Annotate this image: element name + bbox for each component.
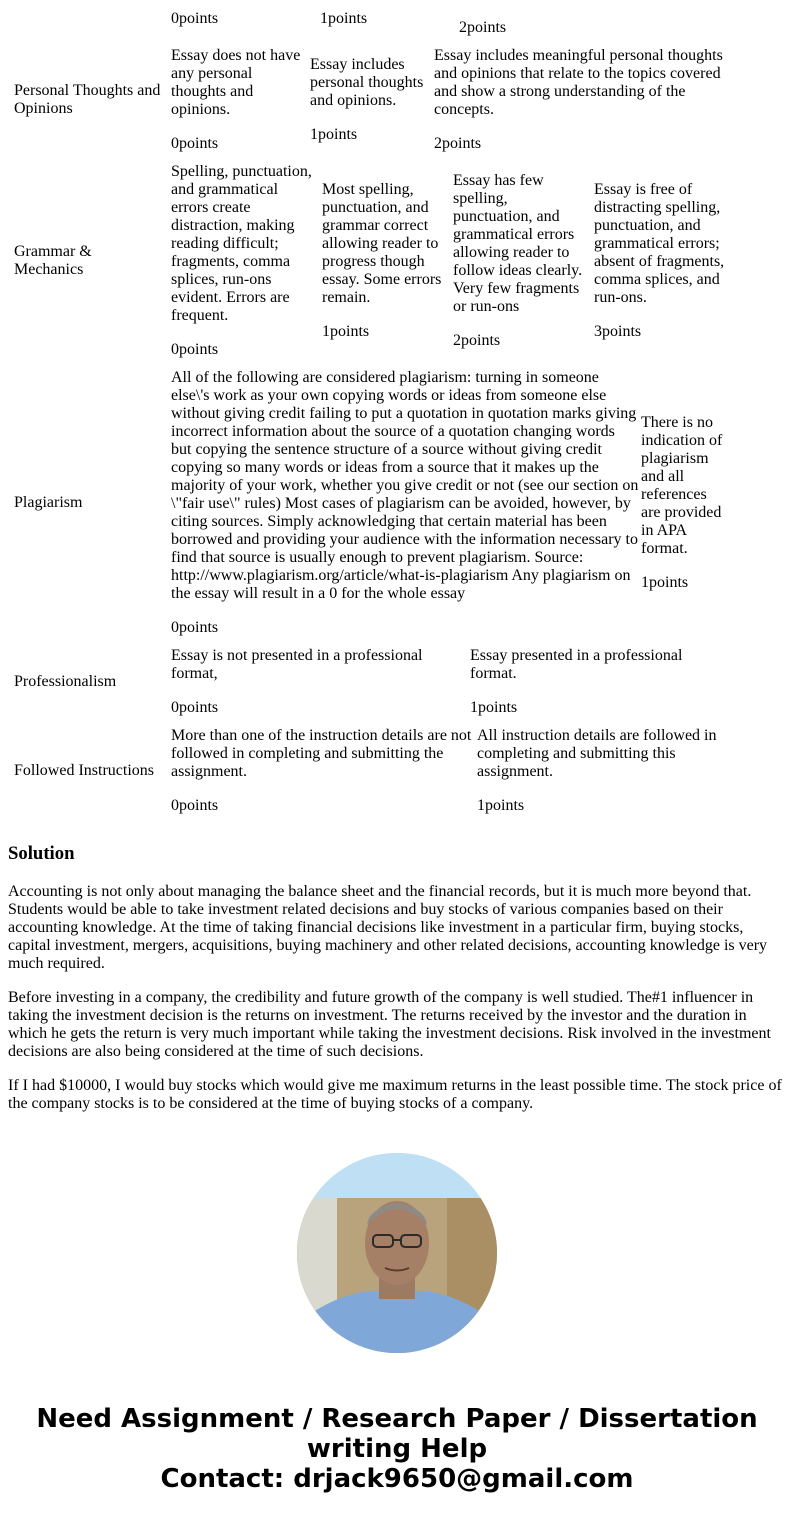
plagiarism-criterion-1-points: 1points xyxy=(641,574,689,591)
row-label-followed-instructions: Followed Instructions xyxy=(14,762,154,779)
grammar-criterion-0-points: 0points xyxy=(171,341,219,358)
professionalism-criterion-1-points: 1points xyxy=(470,699,518,716)
solution-paragraph-3: If I had $10000, I would buy stocks which would give me maximum returns in the least possible time. The stock price of the company stocks is to be considered at the time of buying stocks of a company. xyxy=(8,1077,782,1112)
professionalism-criterion-0-points: 0points xyxy=(171,699,219,716)
instructions-criterion-0-points: 0points xyxy=(171,797,219,814)
solution-heading: Solution xyxy=(8,843,75,864)
plagiarism-criterion-0-points: 0points xyxy=(171,619,219,636)
plagiarism-criterion-1-text: There is no indication of plagiarism and all references are provided in APA format. xyxy=(641,414,723,557)
personal-criterion-0-text: Essay does not have any personal thoughts and opinions. xyxy=(171,47,301,118)
top-row-points-0: 0points xyxy=(171,10,219,27)
author-portrait-icon xyxy=(297,1153,497,1353)
grammar-criterion-1-text: Most spelling, punctuation, and grammar correct allowing reader to progress though essay. Some errors remain. xyxy=(322,181,442,306)
solution-paragraph-2: Before investing in a company, the credibility and future growth of the company is well studied. The#1 influencer in taking the investment decision is the returns on investment. The returns received by the investor and the duration in which he gets the return is very much important while taking the investment decisions. Risk involved in the investment decisions are also being considered at the time of such decisions. xyxy=(8,989,771,1060)
personal-criterion-1-points: 1points xyxy=(310,126,358,143)
top-row-points-2: 2points xyxy=(459,19,507,36)
personal-criterion-2-points: 2points xyxy=(434,135,482,152)
personal-criterion-2-text: Essay includes meaningful personal thoughts and opinions that relate to the topics covered and show a strong understanding of the concepts. xyxy=(434,47,723,118)
grammar-criterion-2-text: Essay has few spelling, punctuation, and grammatical errors allowing reader to follow ideas clearly. Very few fragments or run-ons xyxy=(453,172,583,315)
instructions-criterion-0-text: More than one of the instruction details are not followed in completing and submitting the assignment. xyxy=(171,727,472,780)
professionalism-criterion-1-text: Essay presented in a professional format. xyxy=(470,647,683,682)
plagiarism-criterion-0-text: All of the following are considered plagiarism: turning in someone else\'s work as your own copying words or ideas from someone else without giving credit failing to put a quotation in quotation marks giving incorrect information about the source of a quotation changing words but copying the sentence structure of a source without giving credit copying so many words or ideas from a source that it makes up the majority of your work, whether you give credit or not (see our section on \"fair use\" rules) Most cases of plagiarism can be avoided, however, by citing sources. Simply acknowledging that certain material has been borrowed and providing your audience with the information necessary to find that source is usually enough to prevent plagiarism. Source: http://www.plagiarism.org/article/what-is-plagiarism Any plagiarism on the essay will result in a 0 for the whole essay xyxy=(171,369,639,602)
solution-paragraph-1: Accounting is not only about managing the balance sheet and the financial records, but it is much more beyond that. Students would be able to take investment related decisions and buy stocks of various companies based on their accounting knowledge. At the time of taking financial decisions like investment in a particular firm, buying stocks, capital investment, mergers, acquisitions, buying machinery and other related decisions, accounting knowledge is very much required. xyxy=(8,883,768,972)
personal-criterion-1-text: Essay includes personal thoughts and opinions. xyxy=(310,56,424,109)
promo-contact-line: Contact: drjack9650@gmail.com xyxy=(160,1464,634,1494)
row-label-personal-thoughts: Personal Thoughts and Opinions xyxy=(14,82,161,117)
grammar-criterion-3-text: Essay is free of distracting spelling, punctuation, and grammatical errors; absent of fragments, comma splices, and run-ons. xyxy=(594,181,725,306)
promo-line-1: Need Assignment / Research Paper / Dissertation xyxy=(36,1404,758,1434)
top-row-points-1: 1points xyxy=(320,10,368,27)
grammar-criterion-2-points: 2points xyxy=(453,332,501,349)
instructions-criterion-1-text: All instruction details are followed in completing and submitting this assignment. xyxy=(477,727,717,780)
instructions-criterion-1-points: 1points xyxy=(477,797,525,814)
professionalism-criterion-0-text: Essay is not presented in a professional format, xyxy=(171,647,423,682)
author-avatar xyxy=(297,1153,497,1353)
personal-criterion-0-points: 0points xyxy=(171,135,219,152)
row-label-plagiarism: Plagiarism xyxy=(14,494,83,511)
row-label-professionalism: Professionalism xyxy=(14,673,117,690)
grammar-criterion-0-text: Spelling, punctuation, and grammatical errors create distraction, making reading difficult; fragments, comma splices, run-ons evident. Errors are frequent. xyxy=(171,163,312,324)
promo-line-2: writing Help xyxy=(306,1434,488,1464)
grammar-criterion-3-points: 3points xyxy=(594,323,642,340)
grammar-criterion-1-points: 1points xyxy=(322,323,370,340)
row-label-grammar: Grammar & Mechanics xyxy=(14,243,92,278)
